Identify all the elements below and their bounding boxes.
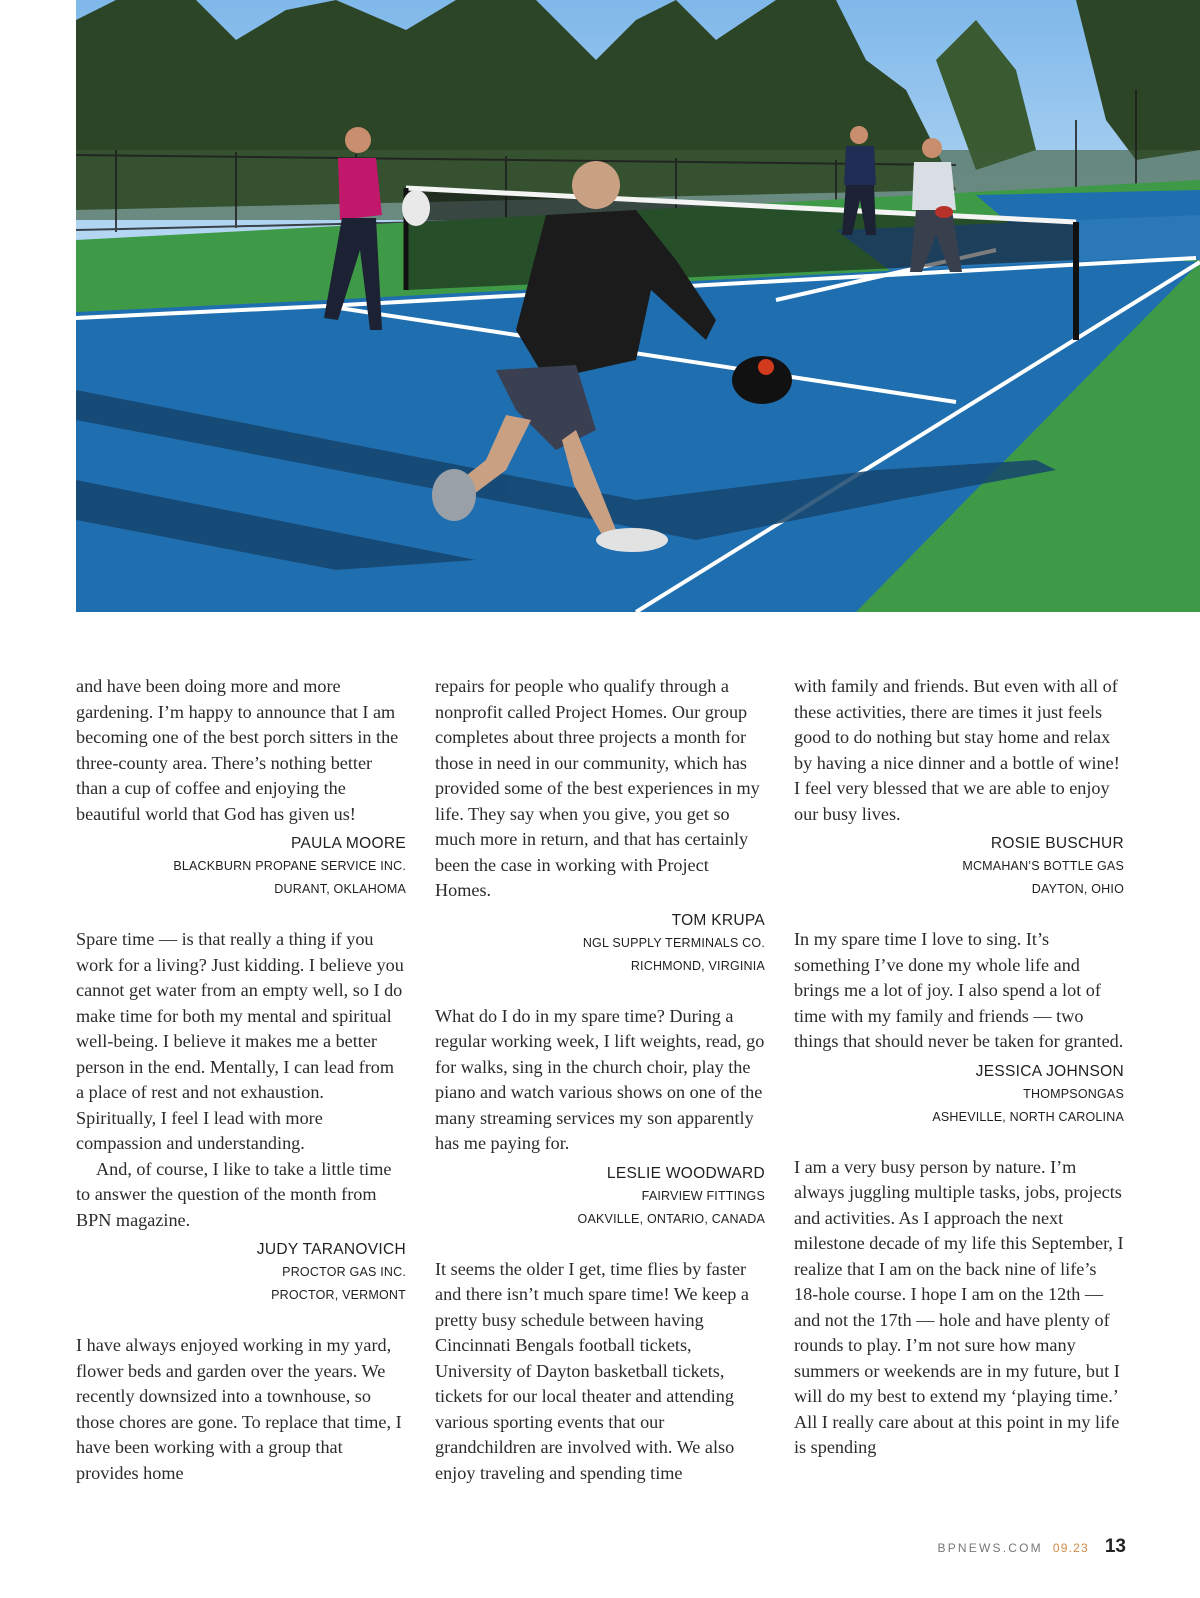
signature-block xyxy=(794,833,1124,901)
entry-text: with family and friends. But even with all of these activities, there are times it just feels good to do nothing but stay home and relax by having a nice dinner and a bottle of wine! I feel very blessed that we are able to enjoy our busy lives. xyxy=(794,676,1120,824)
entry-text: I have always enjoyed working in my yard, flower beds and garden over the years. We recently downsized into a townhouse, so those chores are gone. To replace that time, I have been working with a group that provides home xyxy=(76,1335,402,1483)
signature-block xyxy=(794,1061,1124,1129)
entry-text: I am a very busy person by nature. I’m always juggling multiple tasks, jobs, projects and activities. As I approach the next milestone decade of my life this September, I realize that I am on the back nine of life’s 18-hole course. I hope I am on the 12th — and not the 17th — hole and have plenty of rounds to play. I’m not sure how many summers or weekends are in my future, but I will do my best to extend my ‘playing time.’ All I really care about at this point in my life is spending xyxy=(794,1156,1124,1457)
entry-text: What do I do in my spare time? During a regular working week, I lift weights, read, go for walks, sing in the church choir, play the piano and watch various shows on one of the many streaming services my son apparently has me paying for. xyxy=(435,1005,765,1153)
signature-block xyxy=(76,833,406,901)
entry-text: And, of course, I like to take a little time to answer the question of the month from BPN magazine. xyxy=(76,1158,392,1230)
entry-text: Spare time — is that really a thing if you work for a living? Just kidding. I believe you cannot get water from an empty well, so I do make time for both my mental and spiritual well-being. I believe it makes me a better person in the end. Mentally, I can lead from a place of rest and not exhaustion. Spiritually, I feel I lead with more compassion and understanding. xyxy=(76,929,404,1153)
column-2 xyxy=(435,674,765,1486)
footer-site: BPNEWS.COM xyxy=(937,1541,1043,1555)
column-3 xyxy=(794,674,1124,1461)
signature-name: LESLIE WOODWARD xyxy=(606,1164,765,1182)
signature-name: TOM KRUPA xyxy=(671,911,765,929)
signature-company: FAIRVIEW FITTINGS xyxy=(641,1188,765,1203)
signature-block xyxy=(76,1239,406,1307)
entry-text: In my spare time I love to sing. It’s something I’ve done my whole life and brings me a lot of joy. I also spend a lot of time with my family and friends — two things that should never be taken for granted. xyxy=(794,929,1124,1051)
footer-issue: 09.23 xyxy=(1052,1541,1089,1555)
signature-block xyxy=(435,1163,765,1231)
signature-company: BLACKBURN PROPANE SERVICE INC. xyxy=(173,859,406,873)
entry-text: and have been doing more and more gardening. I’m happy to announce that I am becoming one of the best porch sitters in the three-county area. There’s nothing better than a cup of coffee and enjoying the beautiful world that God has given us! xyxy=(76,676,399,824)
pickleball-photo xyxy=(76,0,1200,612)
signature-location: RICHMOND, VIRGINIA xyxy=(630,958,765,973)
page-footer xyxy=(937,1536,1126,1558)
signature-block xyxy=(435,910,765,978)
page-number: 13 xyxy=(1104,1536,1126,1557)
signature-location: ASHEVILLE, NORTH CAROLINA xyxy=(932,1109,1124,1124)
signature-location: DURANT, OKLAHOMA xyxy=(274,882,406,896)
pickleball-photo-art xyxy=(76,0,1200,612)
signature-name: JESSICA JOHNSON xyxy=(975,1062,1124,1080)
signature-company: PROCTOR GAS INC. xyxy=(282,1265,406,1279)
signature-location: OAKVILLE, ONTARIO, CANADA xyxy=(577,1211,765,1226)
signature-company: MCMAHAN’S BOTTLE GAS xyxy=(962,859,1124,873)
column-1 xyxy=(76,674,406,1486)
signature-company: NGL SUPPLY TERMINALS CO. xyxy=(582,935,765,950)
signature-location: PROCTOR, VERMONT xyxy=(271,1288,406,1302)
signature-location: DAYTON, OHIO xyxy=(1031,882,1124,896)
signature-name: JUDY TARANOVICH xyxy=(256,1241,406,1258)
entry-text: repairs for people who qualify through a nonprofit called Project Homes. Our group completes about three projects a month for those in need in our community, which has provided some of the best experiences in my life. They say when you give, you get so much more in return, and that has certainly been the case in working with Project Homes. xyxy=(435,676,760,900)
entry-text: It seems the older I get, time flies by faster and there isn’t much spare time! We keep a pretty busy schedule between having Cincinnati Bengals football tickets, University of Dayton basketball tickets, tickets for our local theater and attending various sporting events that our grandchildren are involved with. We also enjoy traveling and spending time xyxy=(435,1258,750,1483)
signature-name: PAULA MOORE xyxy=(291,835,406,852)
signature-name: ROSIE BUSCHUR xyxy=(990,835,1124,852)
signature-company: THOMPSONGAS xyxy=(1023,1086,1124,1101)
